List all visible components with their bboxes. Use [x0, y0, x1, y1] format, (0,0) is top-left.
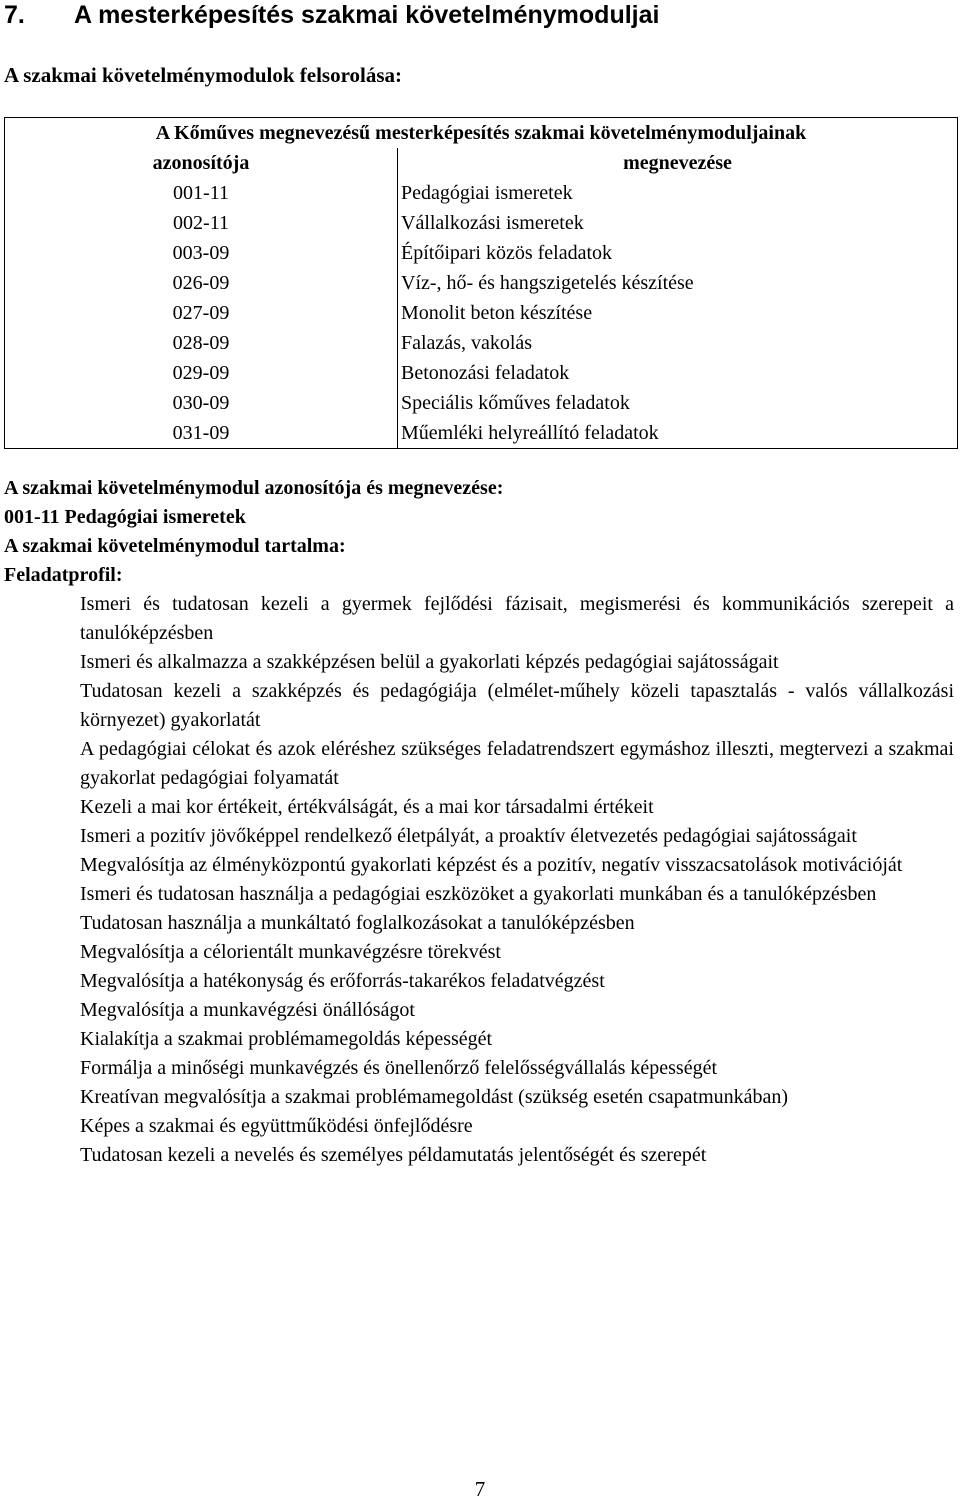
module-name: Betonozási feladatok	[398, 358, 958, 388]
list-item: Tudatosan kezeli a szakképzés és pedagógiája (elmélet-műhely közeli tapasztalás - valós vállalkozási környezet) gyakorlatát	[80, 680, 954, 731]
module-code: 029-09	[5, 358, 398, 388]
table-caption: A Kőműves megnevezésű mesterképesítés szakmai követelménymoduljainak	[5, 118, 958, 149]
table-row	[5, 328, 958, 358]
task-profile-heading: Feladatprofil:	[4, 564, 123, 586]
module-code: 026-09	[5, 268, 398, 298]
module-name: Falazás, vakolás	[398, 328, 958, 358]
page-number: 7	[474, 1477, 486, 1501]
chapter-heading	[4, 0, 659, 30]
list-item: A pedagógiai célokat és azok eléréshez szükséges feladatrendszert egymáshoz illeszti, megtervezi a szakmai gyakorlat pedagógiai folyamatát	[80, 738, 954, 789]
table-row	[5, 298, 958, 328]
module-code: 027-09	[5, 298, 398, 328]
module-name: Víz-, hő- és hangszigetelés készítése	[398, 268, 958, 298]
list-item: Kialakítja a szakmai problémamegoldás képességét	[80, 1028, 493, 1050]
module-name: Műemléki helyreállító feladatok	[398, 418, 958, 449]
list-item: Megvalósítja az élményközpontú gyakorlati képzést és a pozitív, negatív visszacsatolások motivációját	[80, 854, 903, 876]
module-name: Vállalkozási ismeretek	[398, 208, 958, 238]
chapter-number: 7.	[4, 1, 25, 29]
list-item: Tudatosan használja a munkáltató foglalkozásokat a tanulóképzésben	[80, 912, 635, 934]
module-code: 003-09	[5, 238, 398, 268]
module-content-heading: A szakmai követelménymodul tartalma:	[4, 535, 346, 557]
module-name: Monolit beton készítése	[398, 298, 958, 328]
list-item: Képes a szakmai és együttműködési önfejlődésre	[80, 1115, 473, 1137]
list-item: Megvalósítja a célorientált munkavégzésre törekvést	[80, 941, 501, 963]
module-name: Pedagógiai ismeretek	[398, 178, 958, 208]
module-code: 028-09	[5, 328, 398, 358]
list-item: Megvalósítja a hatékonyság és erőforrás-takarékos feladatvégzést	[80, 970, 605, 992]
table-row	[5, 388, 958, 418]
list-item: Ismeri és tudatosan használja a pedagógiai eszközöket a gyakorlati munkában és a tanulóképzésben	[80, 883, 877, 905]
module-id-heading: A szakmai követelménymodul azonosítója és megnevezése:	[4, 477, 504, 499]
module-code: 001-11	[5, 178, 398, 208]
table-row	[5, 208, 958, 238]
table-header-row	[5, 148, 958, 178]
module-list-heading: A szakmai követelménymodulok felsorolása:	[4, 63, 403, 87]
module-code: 002-11	[5, 208, 398, 238]
list-item: Ismeri a pozitív jövőképpel rendelkező életpályát, a proaktív életvezetés pedagógiai sajátosságait	[80, 825, 857, 847]
module-code: 031-09	[5, 418, 398, 449]
list-item: Ismeri és tudatosan kezeli a gyermek fejlődési fázisait, megismerési és kommunikációs szerepeit a tanulóképzésben	[80, 593, 954, 644]
list-item: Formálja a minőségi munkavégzés és önellenőrző felelősségvállalás képességét	[80, 1057, 718, 1079]
table-row	[5, 268, 958, 298]
list-item: Megvalósítja a munkavégzési önállóságot	[80, 999, 415, 1021]
table-row	[5, 358, 958, 388]
column-header-name: megnevezése	[398, 148, 958, 178]
list-item: Ismeri és alkalmazza a szakképzésen belül a gyakorlati képzés pedagógiai sajátosságait	[80, 651, 779, 673]
table-row	[5, 238, 958, 268]
table-caption-row	[5, 118, 958, 149]
module-table	[4, 117, 958, 449]
list-item: Tudatosan kezeli a nevelés és személyes példamutatás jelentőségét és szerepét	[80, 1144, 707, 1166]
module-id-value: 001-11 Pedagógiai ismeretek	[4, 506, 246, 528]
module-code: 030-09	[5, 388, 398, 418]
module-name: Speciális kőműves feladatok	[398, 388, 958, 418]
list-item: Kreatívan megvalósítja a szakmai problémamegoldást (szükség esetén csapatmunkában)	[80, 1086, 789, 1108]
module-name: Építőipari közös feladatok	[398, 238, 958, 268]
module-section	[4, 474, 954, 1170]
chapter-title: A mesterképesítés szakmai követelménymoduljai	[74, 1, 660, 29]
column-header-id: azonosítója	[5, 148, 398, 178]
table-row	[5, 178, 958, 208]
list-item: Kezeli a mai kor értékeit, értékválságát, és a mai kor társadalmi értékeit	[80, 796, 654, 818]
task-profile-list	[4, 590, 954, 1170]
table-row	[5, 418, 958, 449]
